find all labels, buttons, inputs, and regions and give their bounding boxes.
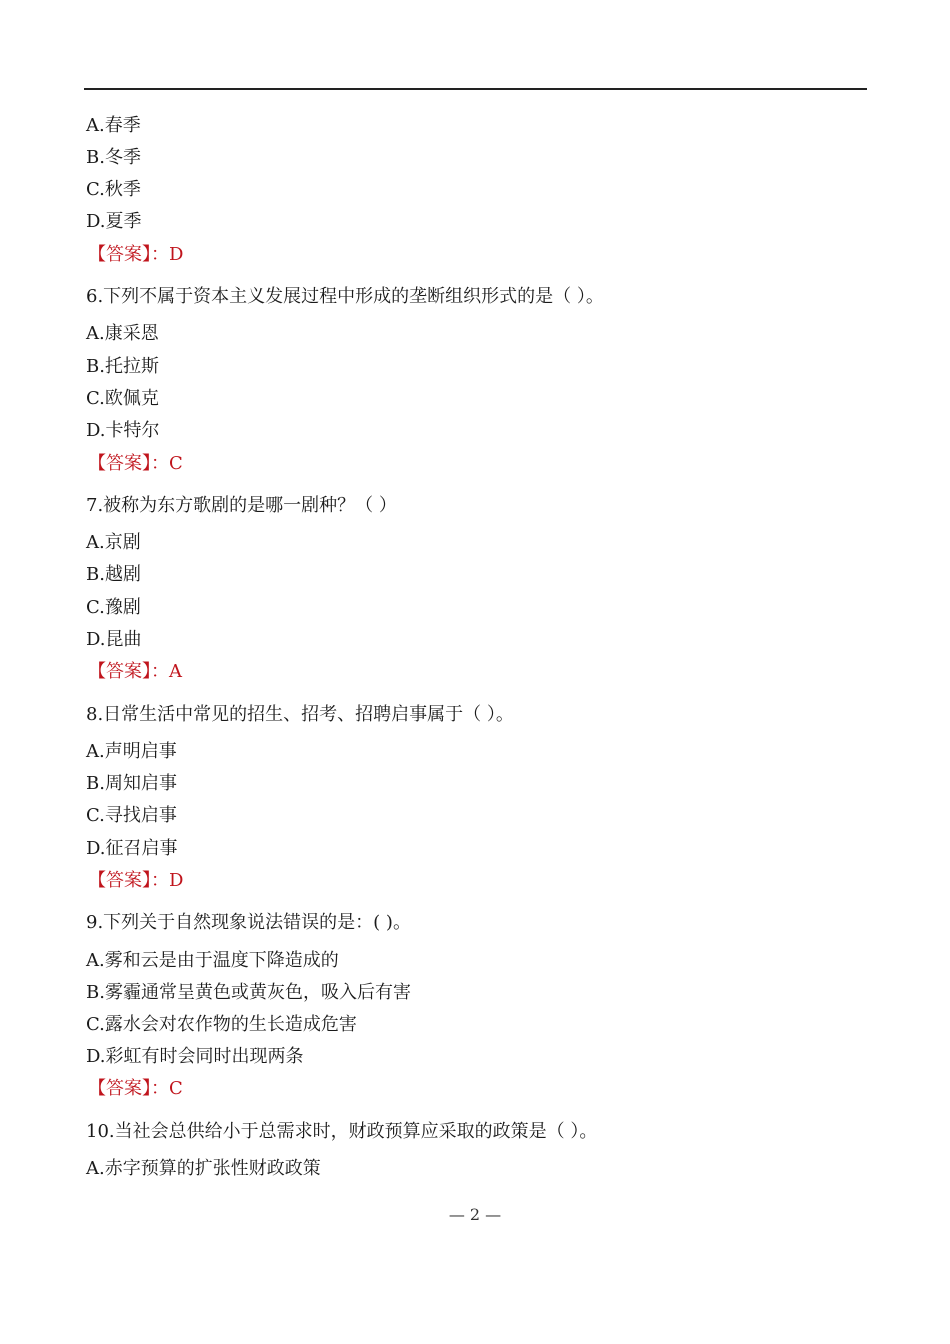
option-d: D.彩虹有时会同时出现两条 xyxy=(86,1046,304,1067)
option-d: D.征召启事 xyxy=(86,838,178,859)
answer-line: 【答案】：A xyxy=(88,661,182,682)
question-7: 7.被称为东方歌剧的是哪一剧种？（ ） xyxy=(86,495,397,516)
option-b: B.托拉斯 xyxy=(86,356,159,377)
option-d: D.夏季 xyxy=(86,211,142,232)
option-c: C.欧佩克 xyxy=(86,388,159,409)
page-number: — 2 — xyxy=(448,1205,502,1224)
question-9: 9.下列关于自然现象说法错误的是：( )。 xyxy=(86,912,411,933)
option-c: C.寻找启事 xyxy=(86,805,177,826)
option-c: C.秋季 xyxy=(86,179,141,200)
option-a: A.声明启事 xyxy=(86,741,177,762)
answer-line: 【答案】：D xyxy=(88,870,184,891)
option-c: C.露水会对农作物的生长造成危害 xyxy=(86,1014,357,1035)
answer-line: 【答案】：C xyxy=(88,453,183,474)
header-rule xyxy=(84,88,867,90)
option-c: C.豫剧 xyxy=(86,597,141,618)
question-6: 6.下列不属于资本主义发展过程中形成的垄断组织形式的是（ ）。 xyxy=(86,286,604,307)
option-d: D.昆曲 xyxy=(86,629,142,650)
option-b: B.冬季 xyxy=(86,147,141,168)
option-a: A.春季 xyxy=(86,115,141,136)
question-8: 8.日常生活中常见的招生、招考、招聘启事属于（ ）。 xyxy=(86,704,514,725)
option-b: B.越剧 xyxy=(86,564,141,585)
option-d: D.卡特尔 xyxy=(86,420,160,441)
option-a: A.京剧 xyxy=(86,532,141,553)
answer-line: 【答案】：D xyxy=(88,244,184,265)
answer-line: 【答案】：C xyxy=(88,1078,183,1099)
question-10: 10.当社会总供给小于总需求时，财政预算应采取的政策是（ ）。 xyxy=(86,1121,598,1142)
option-a: A.雾和云是由于温度下降造成的 xyxy=(86,950,339,971)
option-a: A.赤字预算的扩张性财政政策 xyxy=(86,1158,321,1179)
option-b: B.雾霾通常呈黄色或黄灰色，吸入后有害 xyxy=(86,982,411,1003)
option-a: A.康采恩 xyxy=(86,323,159,344)
option-b: B.周知启事 xyxy=(86,773,177,794)
